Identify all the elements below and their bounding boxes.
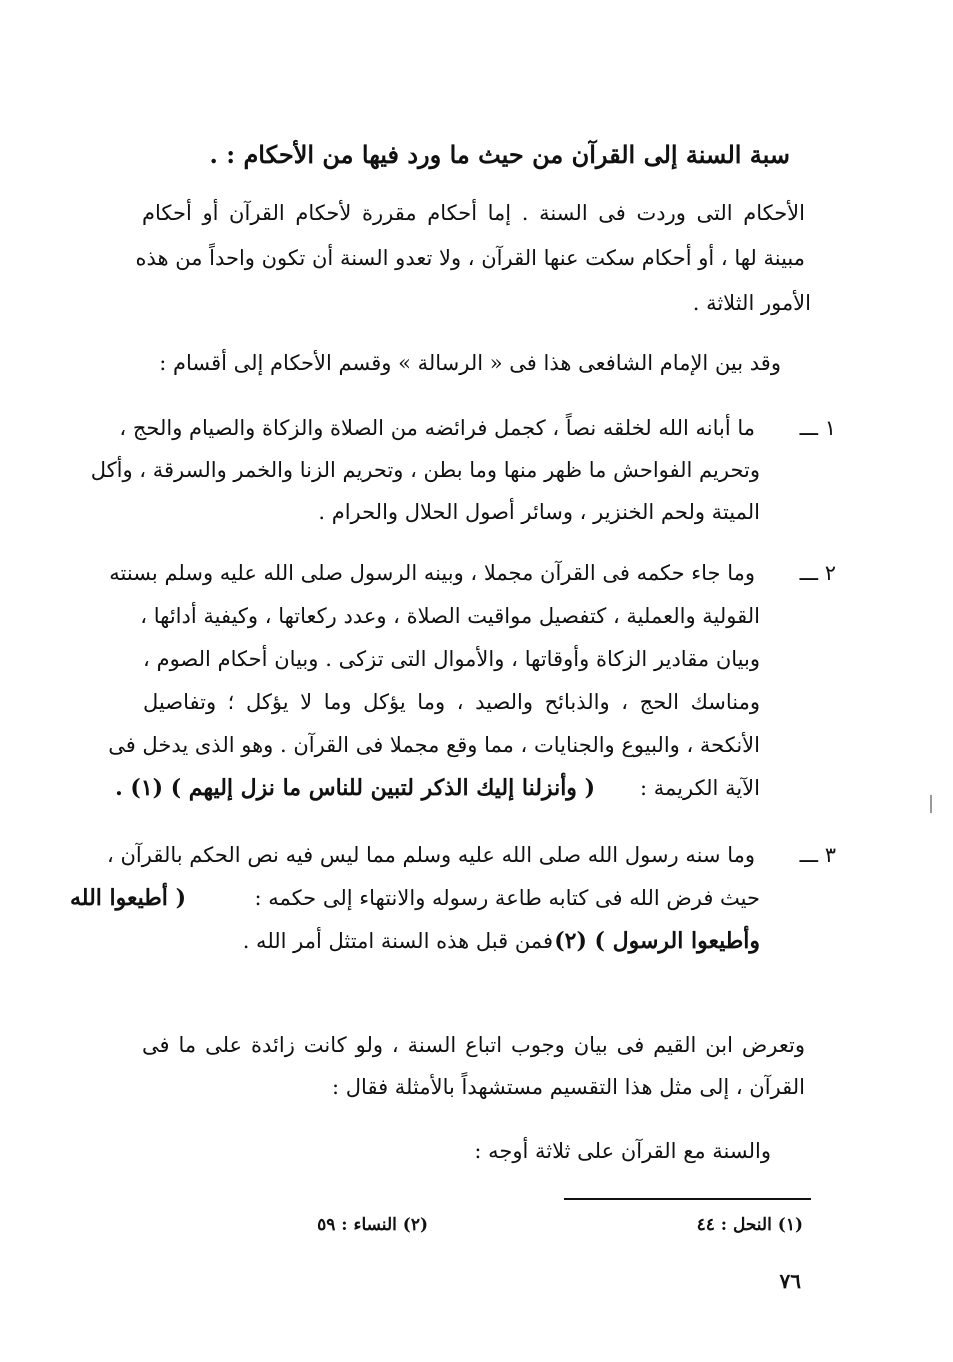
section-heading: سبة السنة إلى القرآن من حيث ما ورد فيها من الأحكام : .	[209, 140, 790, 169]
page-number: ٧٦	[779, 1269, 801, 1293]
item-3-line-3-text: فمن قبل هذه السنة امتثل أمر الله .	[242, 929, 553, 953]
footnote-divider	[564, 1198, 811, 1200]
item-2-number: ٢ ـــ	[799, 561, 836, 585]
item-1-line-3: الميتة ولحم الخنزير ، وسائر أصول الحلال والحرام .	[318, 500, 760, 524]
item-3-quran-verse-end: وأطيعوا الرسول ) (٢)	[554, 928, 760, 954]
intro-line-2: مبينة لها ، أو أحكام سكت عنها القرآن ، ولا تعدو السنة أن تكون واحداً من هذه	[135, 246, 805, 270]
shafii-sentence: وقد بين الإمام الشافعى هذا فى « الرسالة » وقسم الأحكام إلى أقسام :	[159, 351, 781, 375]
item-2-line-3: وبيان مقادير الزكاة وأوقاتها ، والأموال التى تزكى . وبيان أحكام الصوم ،	[143, 647, 760, 671]
margin-mark	[930, 795, 932, 813]
item-3-quran-verse-start: ( أطيعوا الله	[70, 885, 186, 911]
item-2-line-2: القولية والعملية ، كتفصيل مواقيت الصلاة ، وعدد ركعاتها ، وكيفية أدائها ،	[140, 604, 760, 628]
footnote-2: (٢) النساء : ٥٩	[317, 1215, 428, 1235]
item-2-verse-intro: الآية الكريمة :	[639, 776, 760, 800]
item-3-line-1: وما سنه رسول الله صلى الله عليه وسلم مما ليس فيه نص الحكم بالقرآن ،	[107, 843, 755, 867]
item-2-line-4: ومناسك الحج ، والذبائح والصيد ، وما يؤكل وما لا يؤكل ؛ وتفاصيل	[143, 690, 760, 714]
item-1-line-1: ما أبانه الله لخلقه نصاً ، كجمل فرائضه من الصلاة والزكاة والصيام والحج ،	[119, 416, 755, 440]
intro-line-3: الأمور الثلاثة .	[692, 291, 811, 315]
item-1-number: ١ ـــ	[799, 416, 836, 440]
item-1-line-2: وتحريم الفواحش ما ظهر منها وما بطن ، وتحريم الزنا والخمر والسرقة ، وأكل	[90, 458, 760, 482]
ibn-qayyim-line-2: القرآن ، إلى مثل هذا التقسيم مستشهداً بالأمثلة فقال :	[332, 1075, 805, 1099]
item-3-line-2-text: حيث فرض الله فى كتابه طاعة رسوله والانتهاء إلى حكمه :	[254, 886, 760, 910]
intro-line-1: الأحكام التى وردت فى السنة . إما أحكام مقررة لأحكام القرآن أو أحكام	[142, 201, 805, 225]
item-2-line-1: وما جاء حكمه فى القرآن مجملا ، وبينه الرسول صلى الله عليه وسلم بسنته	[109, 561, 755, 585]
ibn-qayyim-line-1: وتعرض ابن القيم فى بيان وجوب اتباع السنة ، ولو كانت زائدة على ما فى	[142, 1033, 805, 1057]
item-2-quran-verse: ( وأنزلنا إليك الذكر لتبين للناس ما نزل إليهم ) (١) .	[115, 775, 595, 801]
footnote-1: (١) النحل : ٤٤	[696, 1215, 803, 1235]
item-2-line-5: الأنكحة ، والبيوع والجنايات ، مما وقع مجملا فى القرآن . وهو الذى يدخل فى	[108, 733, 760, 757]
three-ways-line: والسنة مع القرآن على ثلاثة أوجه :	[474, 1139, 771, 1163]
item-3-number: ٣ ـــ	[799, 843, 836, 867]
